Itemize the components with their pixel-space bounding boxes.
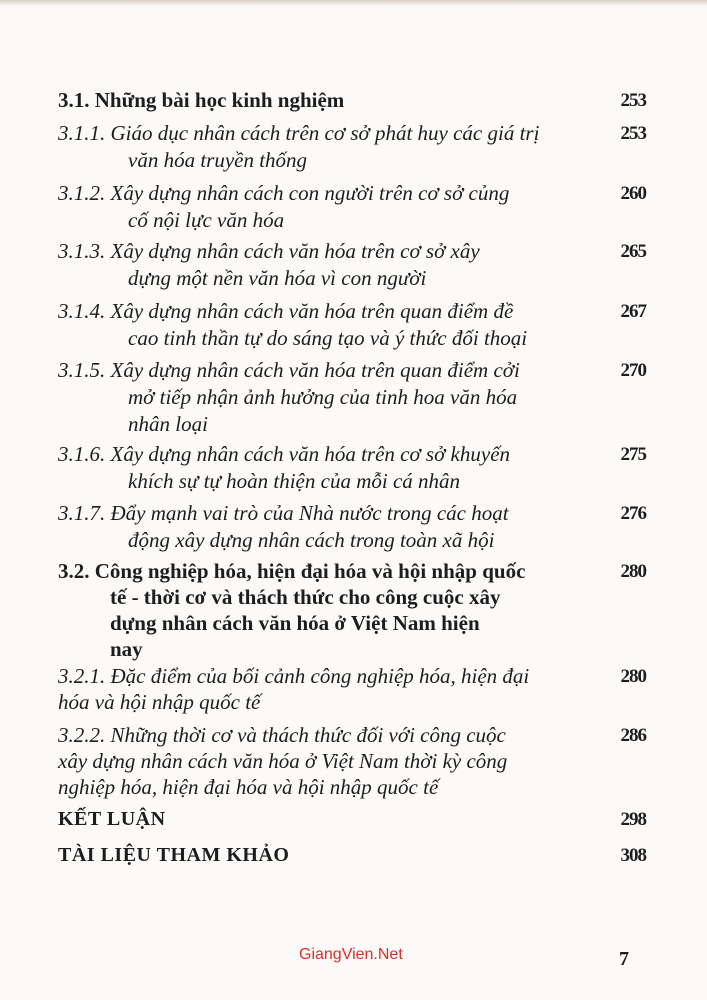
- toc-entry-title: [58, 842, 289, 869]
- toc-entry-title-line: KẾT LUẬN: [58, 808, 166, 830]
- toc-entry-title: [58, 500, 509, 554]
- toc-entry-title-line: cao tinh thần tự do sáng tạo và ý thức đối thoại: [128, 326, 528, 350]
- toc-entry-title: [58, 87, 344, 114]
- toc-entry-page-number: 280: [620, 666, 646, 687]
- toc-entry-page-number: 276: [620, 503, 646, 524]
- toc-entry-title: [58, 180, 509, 234]
- toc-entry-page-number: 253: [620, 90, 646, 111]
- toc-entry-page-number: 280: [620, 561, 646, 582]
- toc-entry-title: [58, 357, 520, 438]
- toc-entry-title-line: nay: [110, 637, 143, 661]
- toc-entry-page-number: 308: [620, 845, 646, 866]
- toc-entry-title: [58, 722, 507, 800]
- toc-entry-title-line: 3.2.2. Những thời cơ và thách thức đối với công cuộc: [58, 723, 506, 747]
- toc-entry-page-number: 270: [620, 360, 646, 381]
- toc-entry-title-line: 3.1.5. Xây dựng nhân cách văn hóa trên quan điểm cởi: [58, 358, 520, 382]
- toc-entry-title-line: 3.2.1. Đặc điểm của bối cảnh công nghiệp hóa, hiện đại: [58, 664, 530, 688]
- toc-entry-title-line: văn hóa truyền thống: [128, 148, 308, 172]
- toc-entry-title-line: khích sự tự hoàn thiện của mỗi cá nhân: [128, 469, 461, 493]
- toc-entry-title-line: tế - thời cơ và thách thức cho công cuộc xây: [110, 585, 501, 609]
- toc-entry-title: [58, 806, 166, 833]
- toc-entry-title-line: xây dựng nhân cách văn hóa ở Việt Nam thời kỳ công: [58, 749, 508, 773]
- toc-entry-title-line: 3.2. Công nghiệp hóa, hiện đại hóa và hội nhập quốc: [58, 559, 526, 583]
- watermark-site-name: GiangVien.Net: [299, 946, 403, 963]
- toc-entry-title: [58, 558, 525, 662]
- toc-entry-title-line: dựng một nền văn hóa vì con người: [128, 266, 427, 290]
- toc-entry-title-line: cố nội lực văn hóa: [128, 208, 285, 232]
- toc-entry-title-line: 3.1.3. Xây dựng nhân cách văn hóa trên cơ sở xây: [58, 239, 480, 263]
- toc-entry-page-number: 298: [620, 809, 646, 830]
- toc-entry-title-line: nghiệp hóa, hiện đại hóa và hội nhập quốc tế: [58, 775, 439, 799]
- toc-entry-title: [58, 238, 480, 292]
- toc-entry-page-number: 275: [620, 444, 646, 465]
- toc-entry-title: [58, 663, 529, 715]
- toc-entry-title-line: 3.1.2. Xây dựng nhân cách con người trên cơ sở củng: [58, 181, 510, 205]
- toc-entry-title-line: 3.1. Những bài học kinh nghiệm: [58, 88, 345, 112]
- toc-entry-title-line: hóa và hội nhập quốc tế: [58, 690, 261, 714]
- toc-entry-page-number: 267: [620, 301, 646, 322]
- toc-entry-title-line: mở tiếp nhận ảnh hưởng của tinh hoa văn hóa: [128, 385, 518, 409]
- toc-entry-title-line: 3.1.7. Đẩy mạnh vai trò của Nhà nước trong các hoạt: [58, 501, 509, 525]
- toc-entry-title-line: nhân loại: [128, 412, 208, 436]
- page-number: 7: [619, 948, 629, 970]
- toc-entry-title-line: 3.1.1. Giáo dục nhân cách trên cơ sở phát huy các giá trị: [58, 121, 540, 145]
- toc-entry-page-number: 253: [620, 123, 646, 144]
- toc-entry-title: [58, 441, 510, 495]
- toc-entry-title-line: TÀI LIỆU THAM KHẢO: [58, 844, 290, 866]
- toc-entry-page-number: 265: [620, 241, 646, 262]
- toc-entry-page-number: 286: [620, 725, 646, 746]
- toc-entry-page-number: 260: [620, 183, 646, 204]
- toc-entry-title: [58, 120, 539, 174]
- toc-entry-title-line: 3.1.4. Xây dựng nhân cách văn hóa trên quan điểm đề: [58, 299, 514, 323]
- toc-entry-title-line: động xây dựng nhân cách trong toàn xã hội: [128, 528, 495, 552]
- toc-entry-title-line: 3.1.6. Xây dựng nhân cách văn hóa trên cơ sở khuyến: [58, 442, 511, 466]
- toc-entry-title: [58, 298, 527, 352]
- toc-entry-title-line: dựng nhân cách văn hóa ở Việt Nam hiện: [110, 611, 480, 635]
